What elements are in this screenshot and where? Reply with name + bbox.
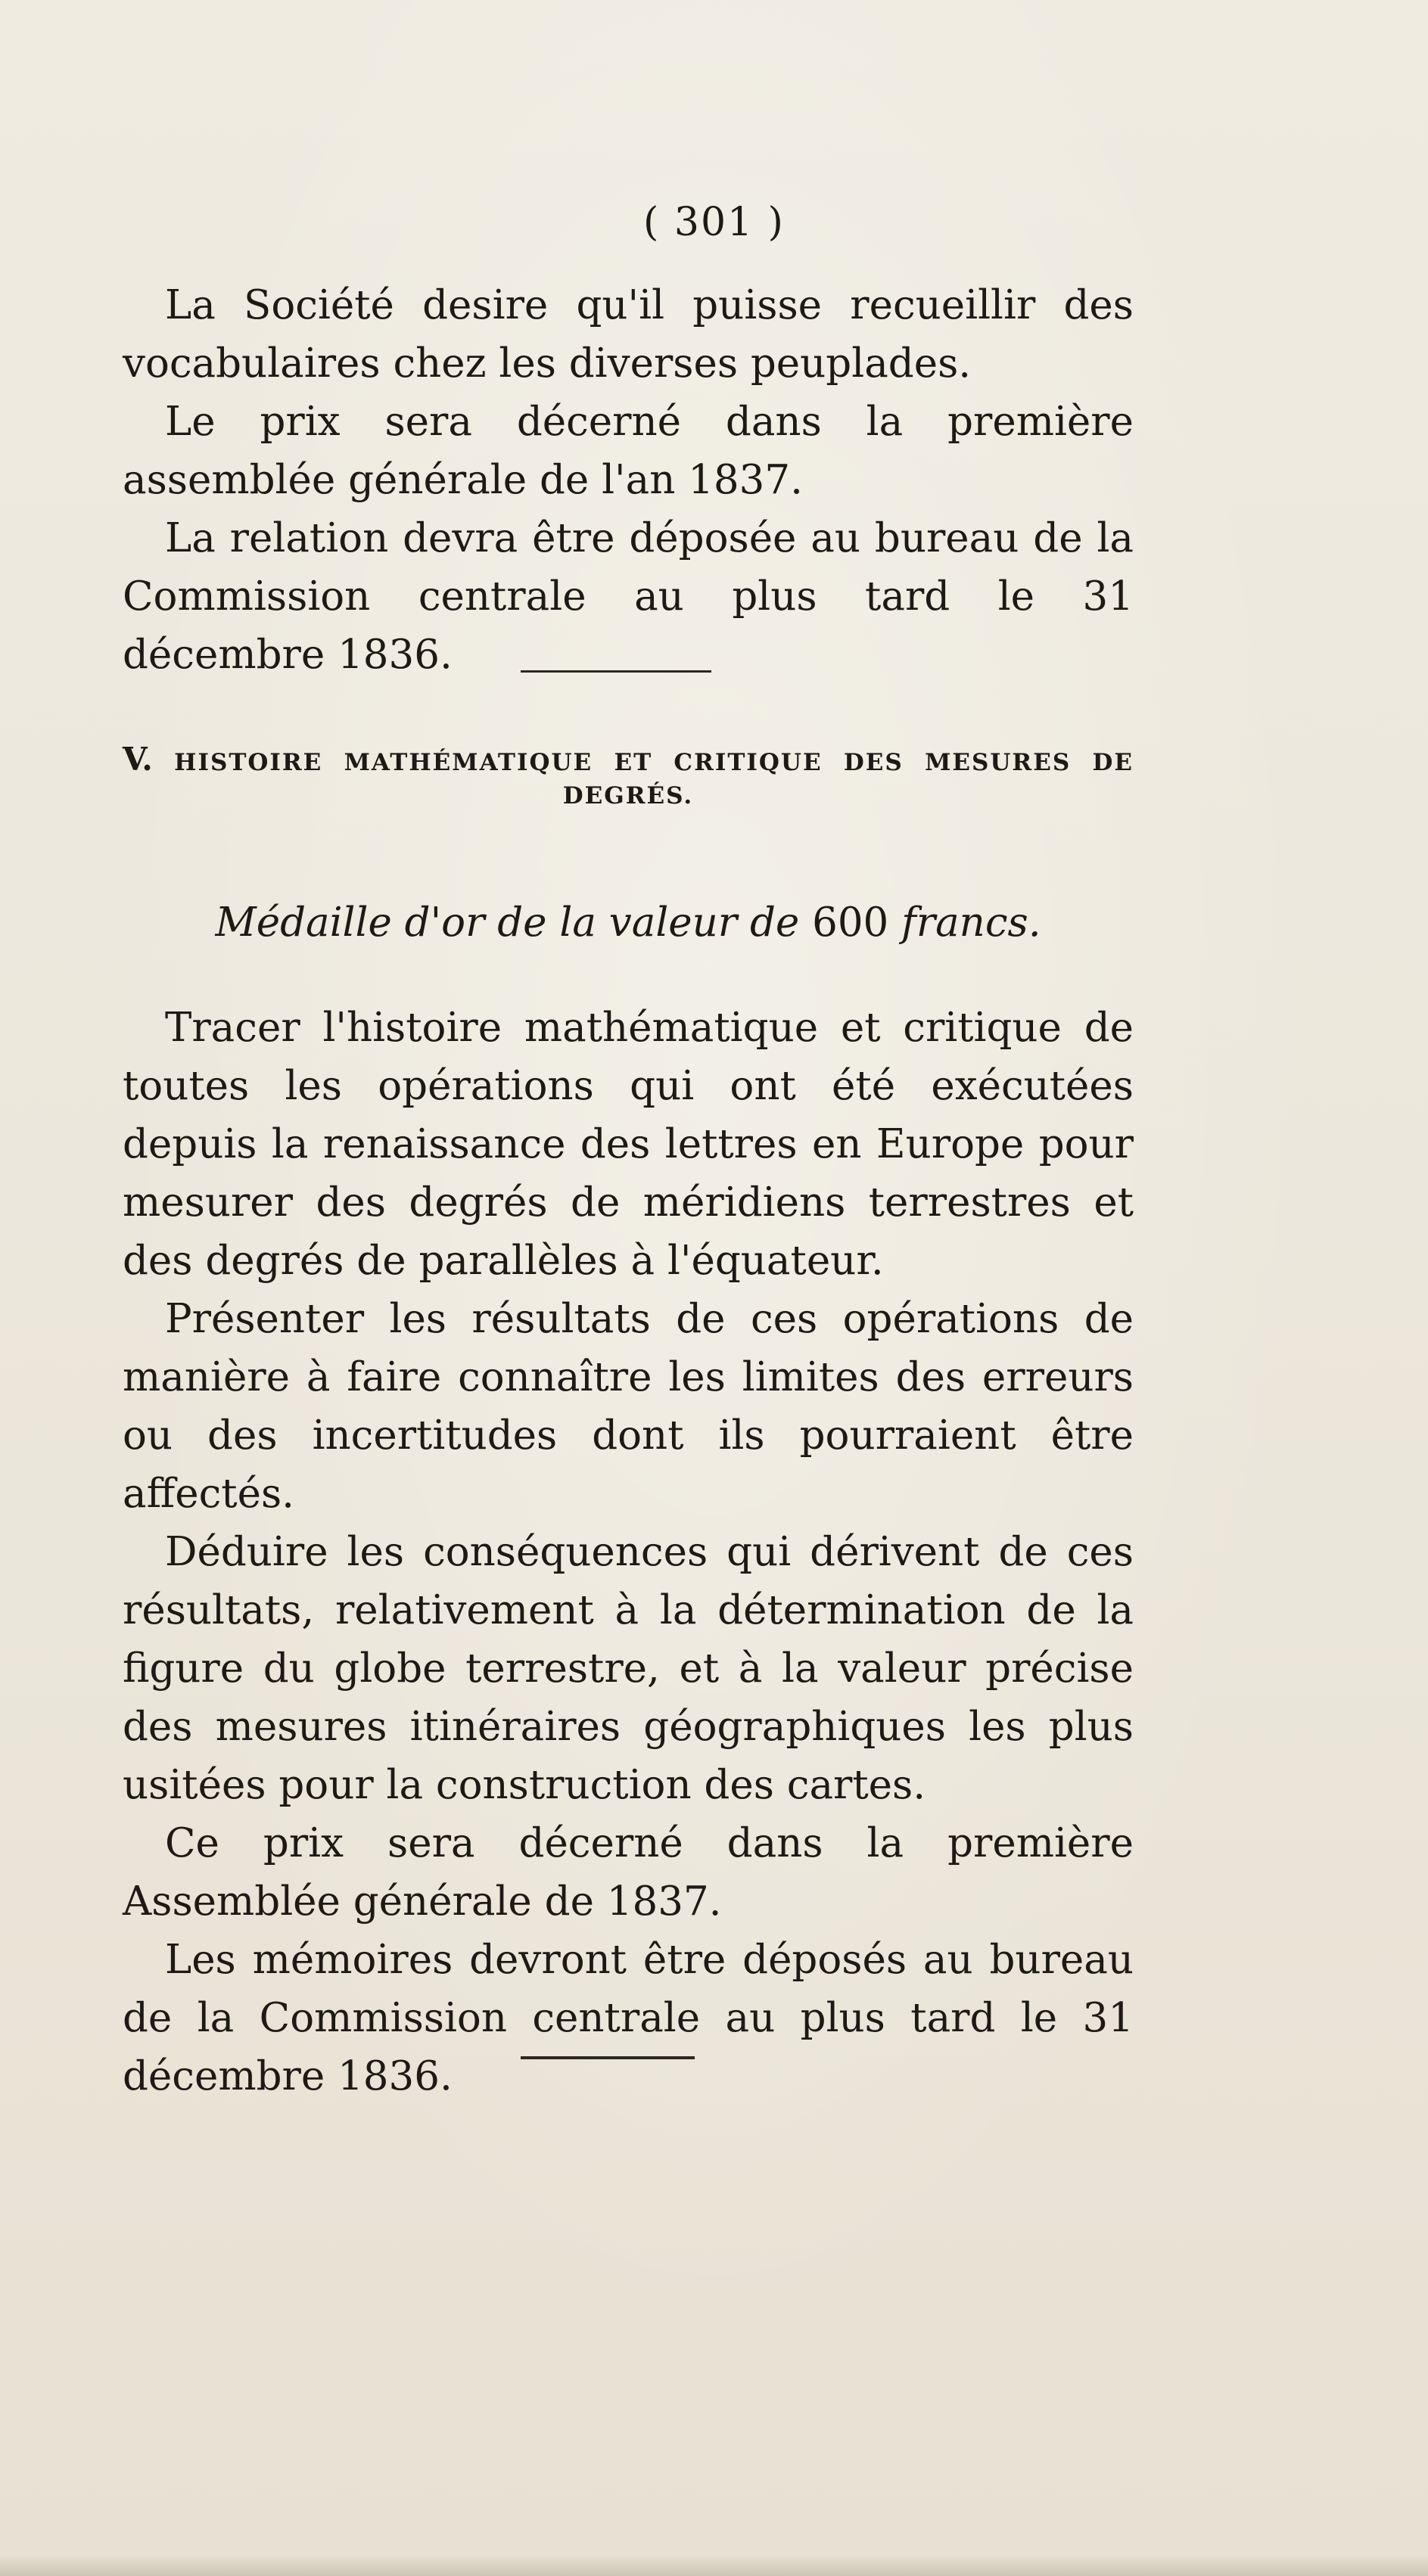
page-number: ( 301 )	[643, 200, 785, 245]
paragraph: Le prix sera décerné dans la première assemblée générale de l'an 1837.	[123, 399, 1134, 503]
paragraph: Ce prix sera décerné dans la première Assemblée générale de 1837.	[123, 1820, 1134, 1925]
section-body	[123, 999, 1134, 2105]
prize-amount: 600	[812, 900, 889, 946]
section-heading	[123, 743, 1134, 813]
paragraph: Tracer l'histoire mathématique et critique de toutes les opérations qui ont été exécutées depuis la renaissance des lettres en Europe pour mesurer des degrés de méridiens terrestres et des degrés de parallèles à l'équateur.	[123, 1005, 1134, 1284]
paragraph: Présenter les résultats de ces opérations de manière à faire connaître les limites des erreurs ou des incertitudes dont ils pourraient être affectés.	[123, 1296, 1134, 1517]
intro-text	[123, 276, 1134, 684]
section-title: HISTOIRE MATHÉMATIQUE ET CRITIQUE DES MESURES DE DEGRÉS.	[174, 749, 1134, 809]
section-divider	[521, 670, 711, 673]
end-divider	[521, 2056, 695, 2059]
prize-currency: francs.	[888, 900, 1041, 946]
paragraph: Déduire les conséquences qui dérivent de ces résultats, relativement à la détermination de la figure du globe terrestre, et à la valeur précise des mesures itinéraires géographiques les plus usitées pour la construction des cartes.	[123, 1529, 1134, 1808]
paragraph: La Société desire qu'il puisse recueillir des vocabulaires chez les diverses peuplades.	[123, 282, 1134, 387]
section-number: V.	[123, 741, 153, 778]
paragraph: La relation devra être déposée au bureau de la Commission centrale au plus tard le 31 décembre 1836.	[123, 515, 1134, 678]
page-edge-shadow	[0, 2555, 1428, 2576]
prize-label: Médaille d'or de la valeur de	[215, 900, 813, 946]
prize-heading	[123, 899, 1134, 947]
paragraph: Les mémoires devront être déposés au bureau de la Commission centrale au plus tard le 31 décembre 1836.	[123, 1937, 1134, 2099]
